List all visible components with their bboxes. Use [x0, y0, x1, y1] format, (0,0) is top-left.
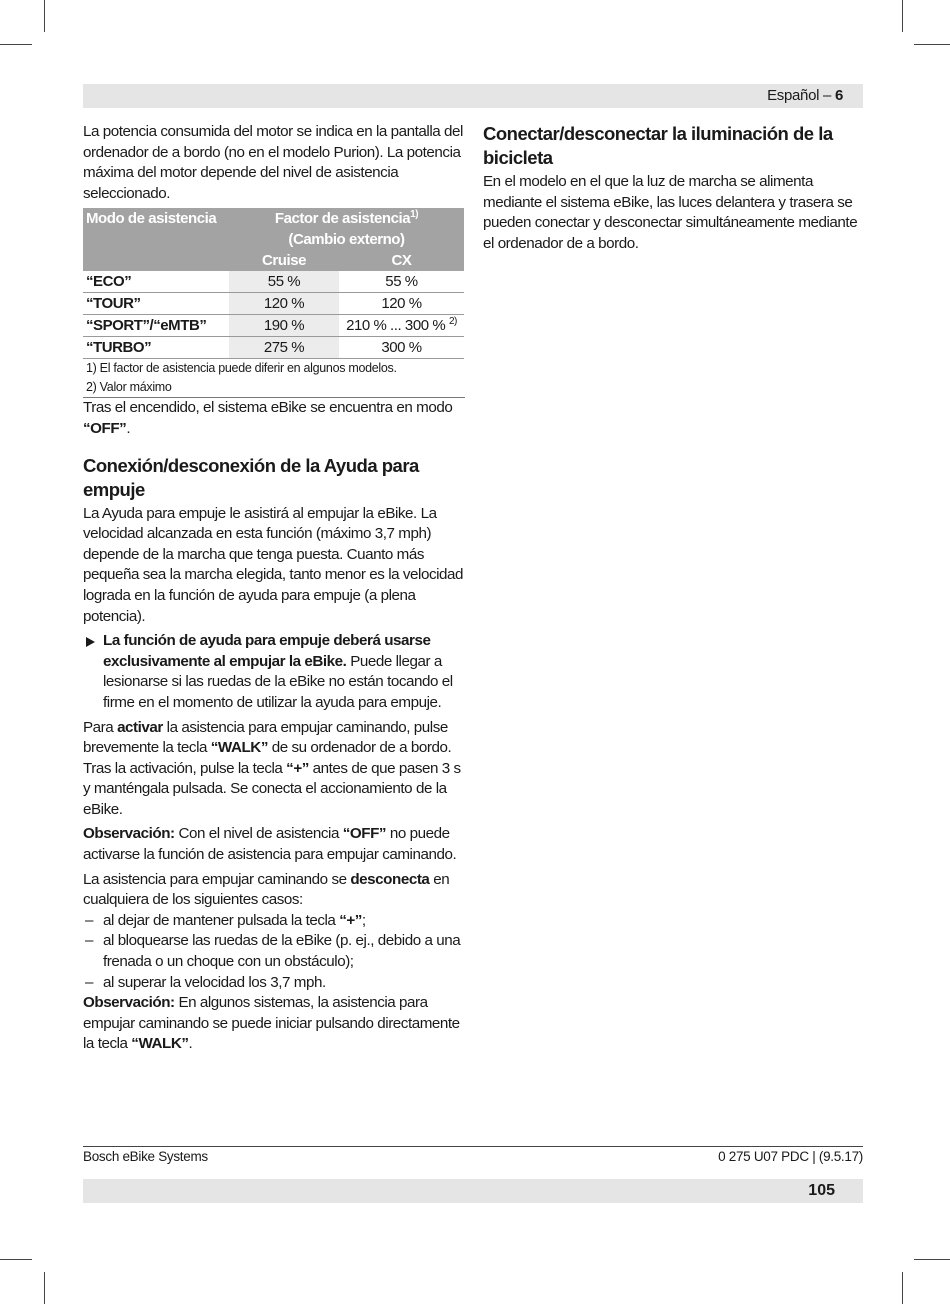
header-cruise: Cruise: [229, 250, 339, 271]
crop-mark: [902, 1272, 903, 1304]
header-section-label: Español – 6: [767, 87, 843, 104]
header-mode: Modo de asistencia: [83, 208, 229, 271]
cx-cell: 300 %: [339, 337, 464, 359]
footer-doc-id: 0 275 U07 PDC | (9.5.17): [718, 1149, 863, 1164]
footer-divider: [83, 1146, 863, 1147]
after-table-paragraph: Tras el encendido, el sistema eBike se encuentra en modo “OFF”.: [83, 399, 453, 437]
note-paragraph: Observación: Con el nivel de asistencia “OFF” no puede activarse la función de asistencia para empujar caminando.: [83, 825, 457, 864]
table-row: [83, 337, 464, 359]
cx-cell: 210 % ... 300 % $^{2)}$: [339, 315, 464, 337]
walk-assist-heading: Conexión/desconexión de la Ayuda para empuje: [83, 454, 419, 500]
table-footnotes: [83, 359, 465, 398]
mode-cell: “TOUR”: [83, 293, 229, 315]
triangle-bullet-icon: [86, 637, 95, 647]
cruise-cell: 275 %: [229, 337, 339, 359]
table-header-row: [83, 208, 464, 250]
crop-mark: [44, 1272, 45, 1304]
warning-bullet: La función de ayuda para empuje deberá usarse exclusivamente al empujar la eBike. Puede llegar a lesionarse si las ruedas de la eBike no están tocando el firme en el momento de utilizar la ayuda para empuje.: [83, 631, 465, 713]
right-column: [483, 122, 863, 254]
header-factor: Factor de asistencia$^{1)}$ (Cambio externo): [229, 208, 464, 250]
cruise-cell: 55 %: [229, 271, 339, 293]
crop-mark: [902, 0, 903, 32]
mode-cell: “ECO”: [83, 271, 229, 293]
lighting-heading: Conectar/desconectar la iluminación de la bicicleta: [483, 123, 833, 168]
mode-cell: “TURBO”: [83, 337, 229, 359]
cx-cell: 55 %: [339, 271, 464, 293]
table-row: [83, 315, 464, 337]
crop-mark: [914, 1259, 950, 1260]
list-item: – al bloquearse las ruedas de la eBike (p. ej., debido a una frenada o un choque con un obstáculo);: [85, 932, 461, 971]
cruise-cell: 120 %: [229, 293, 339, 315]
walk-assist-paragraph: La Ayuda para empuje le asistirá al empujar la eBike. La velocidad alcanzada en esta función (máximo 3,7 mph) depende de la marcha que tenga puesta. Cuanto más pequeña sea la marcha elegida, tanto menor es la velocidad lograda en la función de ayuda para empuje (a plena potencia).: [83, 504, 464, 625]
disconnect-paragraph: La asistencia para empujar caminando se desconecta en cualquiera de los siguientes casos:: [83, 870, 450, 909]
crop-mark: [0, 44, 32, 45]
list-item: – al superar la velocidad los 3,7 mph.: [85, 973, 326, 991]
cruise-cell: 190 %: [229, 315, 339, 337]
list-item: – al dejar de mantener pulsada la tecla “+”;: [85, 911, 366, 929]
assistance-table: [83, 208, 464, 359]
table-row: [83, 271, 464, 293]
activate-paragraph: Para activar la asistencia para empujar caminando, pulse brevemente la tecla “WALK” de su ordenador de a bordo. Tras la activación, pulse la tecla “+” antes de que pasen 3 s y manténgala pulsada. Se conecta el accionamiento de la eBike.: [83, 718, 461, 818]
header-bar: [83, 84, 863, 108]
crop-mark: [0, 1259, 32, 1260]
intro-paragraph: La potencia consumida del motor se indica en la pantalla del ordenador de a bordo (no en el modelo Purion). La potencia máxima del motor depende del nivel de asistencia seleccionado.: [83, 123, 463, 202]
footer-publisher: Bosch eBike Systems: [83, 1149, 208, 1164]
footnote: 2) Valor máximo: [86, 380, 172, 395]
crop-mark: [44, 0, 45, 32]
note-paragraph: Observación: En algunos sistemas, la asistencia para empujar caminando se puede iniciar pulsando directamente la tecla “WALK”.: [83, 994, 460, 1053]
cx-cell: 120 %: [339, 293, 464, 315]
table-row: [83, 293, 464, 315]
left-column: [83, 122, 465, 1055]
mode-cell: “SPORT”/“eMTB”: [83, 315, 229, 337]
crop-mark: [914, 44, 950, 45]
header-cx: CX: [339, 250, 464, 271]
page-number: 105: [808, 1182, 835, 1199]
page-number-bar: [83, 1179, 863, 1203]
footnote: 1) El factor de asistencia puede diferir en algunos modelos.: [86, 361, 397, 376]
lighting-paragraph: En el modelo en el que la luz de marcha se alimenta mediante el sistema eBike, las luces delantera y trasera se pueden conectar y desconectar simultáneamente mediante el ordenador de a bordo.: [483, 173, 858, 252]
